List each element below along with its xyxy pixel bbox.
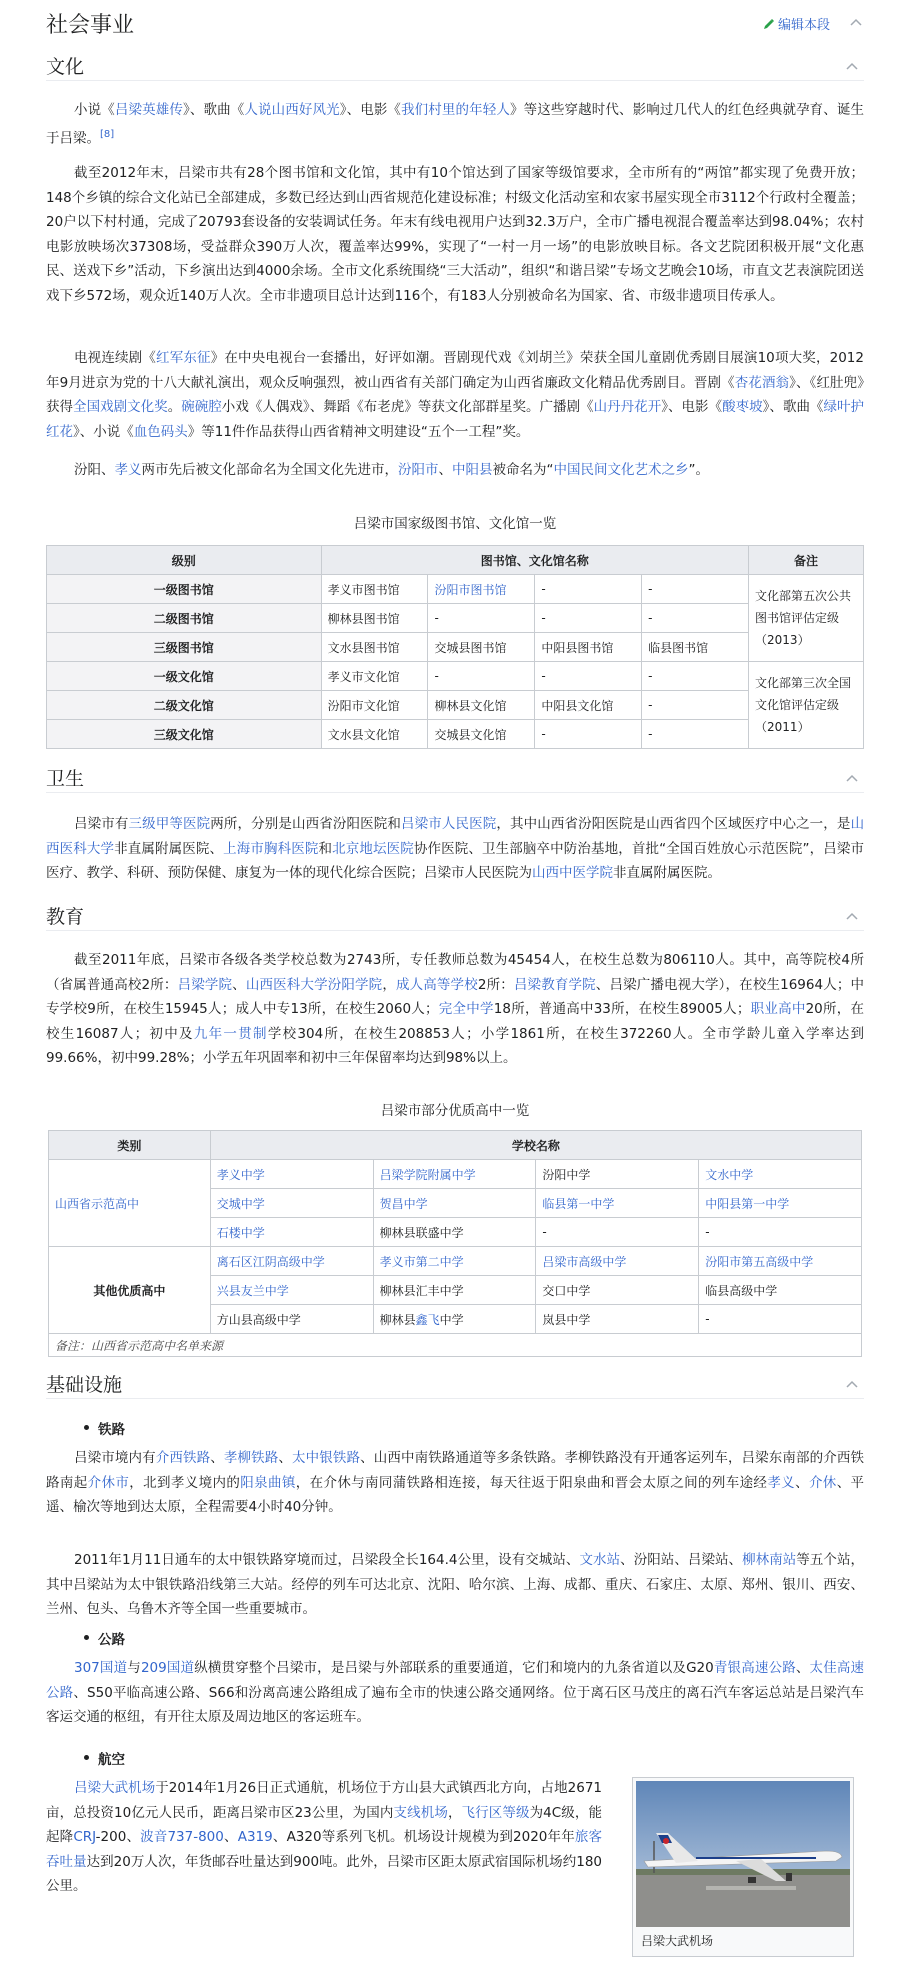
school-cell[interactable]: 孝义市第二中学 <box>373 1247 536 1276</box>
table-note: 文化部第三次全国文化馆评估定级（2011） <box>749 662 864 749</box>
pencil-icon <box>763 18 775 30</box>
rail-paragraph-2: 2011年1月11日通车的太中银铁路穿境而过，吕梁段全长164.4公里，设有交城站、文水站、汾阳站、吕梁站、柳林南站等五个站，其中吕梁站为太中银铁路沿线第三大站。经停的列车可达北京、沈阳、哈尔滨、上海、成都、重庆、石家庄、太原、郑州、银川、西安、兰州、包头、乌鲁木齐等全国一些重要城市。 <box>46 1552 864 1617</box>
table-cell: - <box>642 604 749 633</box>
column-header: 学校名称 <box>210 1131 861 1160</box>
row-header: 二级文化馆 <box>47 691 322 720</box>
road-subheading: 公路 <box>98 1628 125 1648</box>
table-row <box>49 1160 862 1189</box>
link-jiexiu[interactable]: 介休 <box>808 1474 837 1491</box>
school-cell: - <box>536 1218 699 1247</box>
health-collapse-icon[interactable] <box>844 770 860 786</box>
table-row <box>47 691 864 720</box>
table-row <box>47 633 864 662</box>
link-film[interactable]: 我们村里的年轻人 <box>401 102 511 118</box>
link-passenger-throughput[interactable]: 旅客吞吐量 <box>46 1829 603 1870</box>
school-cell: 岚县中学 <box>536 1305 699 1334</box>
culture-paragraph-3: 电视连续剧《红军东征》在中央电视台一套播出，好评如潮。晋剧现代戏《刘胡兰》荣获全国儿童剧优秀剧目展演10项大奖，2012年9月进京为党的十八大献礼演出，观众反响强烈，被山西省有关部门确定为山西省廉政文化精品优秀剧目。晋剧《杏花酒翁》、《红肚兜》获得全国戏剧文化奖。碗碗腔小戏《人偶戏》、舞蹈《布老虎》等获文化部群星奖。广播剧《山丹丹花开》、电影《酸枣坡》、歌曲《绿叶护红花》、小说《血色码头》等11件作品获得山西省精神文明建设“五个一工程”奖。 <box>46 350 865 440</box>
school-cell[interactable]: 汾阳市第五高级中学 <box>699 1247 862 1276</box>
table-cell: - <box>535 575 642 604</box>
airport-image-caption: 吕梁大武机场 <box>641 1934 714 1948</box>
education-heading: 教育 <box>46 906 85 928</box>
reference-link[interactable]: [8] <box>100 128 115 140</box>
link-aerodrome-code[interactable]: 飞行区等级 <box>461 1804 530 1821</box>
link-ditan[interactable]: 北京地坛医院 <box>332 840 414 857</box>
link-feeder-airport[interactable]: 支线机场 <box>393 1804 448 1821</box>
link-a319[interactable]: A319 <box>237 1829 273 1845</box>
table-cell: 柳林县图书馆 <box>321 604 428 633</box>
link-xiaoyi[interactable]: 孝义 <box>114 462 142 478</box>
collapse-chevron-icon[interactable] <box>848 14 864 30</box>
school-cell: 柳林县联盛中学 <box>373 1218 536 1247</box>
table-row <box>47 720 864 749</box>
culture-paragraph-4: 汾阳、孝义两市先后被文化部命名为全国文化先进市，汾阳市、中阳县被命名为“中国民间文化艺术之乡”。 <box>74 462 709 478</box>
school-cell: 汾阳中学 <box>536 1160 699 1189</box>
link-adult-college[interactable]: 成人高等学校 <box>395 976 478 993</box>
link-song[interactable]: 人说山西好风光 <box>244 102 340 118</box>
school-cell[interactable]: 兴县友兰中学 <box>210 1276 373 1305</box>
table-cell: 中阳县图书馆 <box>535 633 642 662</box>
education-heading-row <box>46 900 864 931</box>
table-cell: - <box>642 662 749 691</box>
table-cell: - <box>535 720 642 749</box>
school-cell: 柳林县鑫飞中学 <box>373 1305 536 1334</box>
row-header: 三级文化馆 <box>47 720 322 749</box>
column-header: 类别 <box>49 1131 211 1160</box>
link-wanwanqiang[interactable]: 碗碗腔 <box>181 399 222 415</box>
infra-heading: 基础设施 <box>46 1374 123 1396</box>
link-lvliang-university[interactable]: 吕梁学院 <box>177 976 233 993</box>
road-paragraph: 307国道与209国道纵横贯穿整个吕梁市，是吕梁与外部联系的重要通道，它们和境内的九条省道以及G20青银高速公路、太佳高速公路、S50平临高速公路、S66和汾离高速公路组成了遍布全市的快速公路交通网络。位于离石区马茂庄的离石汽车客运总站是吕梁汽车客运交通的枢纽，有开往太原及周边地区的客运班车。 <box>46 1660 865 1725</box>
table-note: 文化部第五次公共图书馆评估定级（2013） <box>749 575 864 662</box>
link-yangquanqu[interactable]: 阳泉曲镇 <box>240 1474 296 1491</box>
inline-link[interactable]: 鑫飞 <box>415 1312 440 1327</box>
school-cell: 柳林县汇丰中学 <box>373 1276 536 1305</box>
air-subheading: 航空 <box>98 1748 125 1768</box>
table-cell: 文水县文化馆 <box>321 720 428 749</box>
rail-subheading: 铁路 <box>98 1418 125 1438</box>
school-table-caption: 吕梁市部分优质高中一览 <box>380 1103 530 1119</box>
link-liulin-south[interactable]: 柳林南站 <box>742 1552 797 1568</box>
table-row <box>47 604 864 633</box>
table-cell: - <box>535 604 642 633</box>
table-footnote: 备注：山西省示范高中名单来源 <box>49 1334 862 1357</box>
culture-heading: 文化 <box>46 56 85 78</box>
link-qingyin-expressway[interactable]: 青银高速公路 <box>713 1660 796 1676</box>
link-wenshui-station[interactable]: 文水站 <box>579 1552 621 1568</box>
link-boeing-737[interactable]: 波音737-800 <box>140 1829 224 1845</box>
link-taizhongyin-rail[interactable]: 太中银铁路 <box>292 1450 361 1466</box>
link-tcm-college[interactable]: 山西中医学院 <box>532 865 613 881</box>
table-cell: 柳林县文化馆 <box>428 691 535 720</box>
link-jiexi-rail[interactable]: 介西铁路 <box>155 1450 211 1466</box>
link-folk-art[interactable]: 中国民间文化艺术之乡 <box>553 462 689 478</box>
culture-heading-row <box>46 50 864 81</box>
table-cell: 交城县图书馆 <box>428 633 535 662</box>
link-novel[interactable]: 吕梁英雄传 <box>114 102 183 118</box>
table-cell: 汾阳市文化馆 <box>321 691 428 720</box>
health-paragraph: 吕梁市有三级甲等医院两所，分别是山西省汾阳医院和吕梁市人民医院，其中山西省汾阳医院是山西省四个区域医疗中心之一，是山西医科大学非直属附属医院、上海市胸科医院和北京地坛医院协作医院、卫生部脑卒中防治基地，首批“全国百姓放心示范医院”，吕梁市医疗、教学、科研、预防保健、康复为一体的现代化综合医院；吕梁市人民医院为山西中医学院非直属附属医院。 <box>46 816 865 881</box>
table-cell: - <box>642 575 749 604</box>
table-cell: - <box>535 662 642 691</box>
link-drama-award[interactable]: 全国戏剧文化奖 <box>73 399 168 415</box>
group-header-demo[interactable]: 山西省示范高中 <box>49 1160 211 1247</box>
link-nine-year[interactable]: 九年一贯制 <box>193 1025 268 1042</box>
education-collapse-icon[interactable] <box>844 908 860 924</box>
link-shanghai-chest[interactable]: 上海市胸科医院 <box>223 840 319 857</box>
school-cell: - <box>699 1305 862 1334</box>
group-header-other: 其他优质高中 <box>49 1247 211 1334</box>
link-shanxi-medical[interactable]: 山西医科大学 <box>46 816 865 857</box>
link-vocational[interactable]: 职业高中 <box>750 1001 806 1017</box>
link-taijia-expressway[interactable]: 太佳高速公路 <box>46 1660 865 1701</box>
link-crj[interactable]: CRJ <box>73 1829 96 1845</box>
column-header: 备注 <box>749 546 864 575</box>
school-cell[interactable]: 文水中学 <box>699 1160 862 1189</box>
table-cell: - <box>642 720 749 749</box>
table-cell: 孝义市文化馆 <box>321 662 428 691</box>
link-zhongyang[interactable]: 中阳县 <box>452 462 493 478</box>
link-lvliang-hospital[interactable]: 吕梁市人民医院 <box>400 816 497 832</box>
school-cell[interactable]: 孝义中学 <box>210 1160 373 1189</box>
table-cell-link[interactable]: 汾阳市图书馆 <box>428 575 535 604</box>
school-cell[interactable]: 离石区江阴高级中学 <box>210 1247 373 1276</box>
link-xiaoyi-2[interactable]: 孝义 <box>767 1474 796 1491</box>
table-cell: 临县图书馆 <box>642 633 749 662</box>
school-cell: - <box>699 1218 862 1247</box>
education-paragraph: 截至2011年底，吕梁市各级各类学校总数为2743所，专任教师总数为45454人，在校生总数为806110人。其中，高等院校4所（省属普通高校2所：吕梁学院、山西医科大学汾阳学院，成人高等学校2所：吕梁教育学院、吕梁广播电视大学），在校生16964人；中专学校9所，在校生15945人；成人中专13所，在校生2060人；完全中学18所，普通高中33所，在校生89005人；职业高中20所，在校生16087人；初中及九年一贯制学校304所，在校生208853人；小学1861所，在校生372260人。全市学龄儿童入学率达到99.66%，初中99.28%；小学五年巩固率和初中三年保留率均达到98%以上。 <box>46 952 865 1066</box>
table-cell: 文水县图书馆 <box>321 633 428 662</box>
section-header <box>46 6 864 40</box>
culture-paragraph-2: 截至2012年末，吕梁市共有28个图书馆和文化馆，其中有10个馆达到了国家等级馆要求，全市所有的“两馆”都实现了免费开放；148个乡镇的综合文化站已全部建成，多数已经达到山西省规范化建设标准；村级文化活动室和农家书屋实现全市3112个行政村全覆盖；20户以下村村通，完成了20793套设备的安装调试任务。年末有线电视用户达到32.3万户，全市广播电视混合覆盖率达到98.04%；农村电影放映场次37308场，受益群众390万人次，覆盖率达99%，实现了“一村一月一场”的电影放映目标。各文艺院团积极开展“文化惠民、送戏下乡”活动，下乡演出达到4000余场。全市文化系统围绕“三大活动”，组织“和谐吕梁”专场文艺晚会10场，市直文艺表演院团送戏下乡572场，观众近140万人次。全市非遗项目总计达到116个，有183人分别被命名为国家、省、市级非遗项目传承人。 <box>46 165 864 304</box>
column-header: 图书馆、文化馆名称 <box>321 546 748 575</box>
link-shandandan[interactable]: 山丹丹花开 <box>593 399 662 415</box>
school-cell: 临县高级中学 <box>699 1276 862 1305</box>
infra-collapse-icon[interactable] <box>844 1376 860 1392</box>
health-heading-row <box>46 762 864 793</box>
link-xiaoliu-rail[interactable]: 孝柳铁路 <box>223 1450 279 1466</box>
school-cell[interactable]: 中阳县第一中学 <box>699 1189 862 1218</box>
table-cell: - <box>428 662 535 691</box>
link-g307[interactable]: 307国道 <box>74 1660 128 1676</box>
link-fenyang[interactable]: 汾阳市 <box>398 462 439 478</box>
link-red-army[interactable]: 红军东征 <box>156 350 211 366</box>
school-cell: 交口中学 <box>536 1276 699 1305</box>
table-cell: 交城县文化馆 <box>428 720 535 749</box>
link-fenyang-college[interactable]: 山西医科大学汾阳学院 <box>245 976 383 993</box>
library-table-caption: 吕梁市国家级图书馆、文化馆一览 <box>353 516 557 532</box>
school-cell[interactable]: 吕梁市高级中学 <box>536 1247 699 1276</box>
air-paragraph: 吕梁大武机场于2014年1月26日正式通航，机场位于方山县大武镇西北方向，占地2671亩，总投资10亿元人民币，距离吕梁市区23公里，为国内支线机场，飞行区等级为4C级，能起降CRJ-200、波音737-800、A319、A320等系列飞机。机场设计规模为到2020年年旅客吞吐量达到20万人次，年货邮吞吐量达到900吨。此外，吕梁市区距太原武宿国际机场约180公里。 <box>46 1780 603 1894</box>
school-cell: 方山县高级中学 <box>210 1305 373 1334</box>
school-table <box>48 1130 862 1357</box>
culture-collapse-icon[interactable] <box>844 58 860 74</box>
table-cell: 孝义市图书馆 <box>321 575 428 604</box>
link-g209[interactable]: 209国道 <box>140 1660 195 1676</box>
section-title: 社会事业 <box>46 13 135 38</box>
airport-image-box[interactable] <box>632 1777 854 1957</box>
link-complete-middle[interactable]: 完全中学 <box>438 1001 494 1017</box>
school-cell[interactable]: 贺昌中学 <box>373 1189 536 1218</box>
school-cell[interactable]: 石楼中学 <box>210 1218 373 1247</box>
link-suanzaopo[interactable]: 酸枣坡 <box>722 399 763 415</box>
column-header: 级别 <box>47 546 322 575</box>
link-dawu-airport[interactable]: 吕梁大武机场 <box>74 1780 156 1796</box>
table-cell: - <box>428 604 535 633</box>
school-cell[interactable]: 交城中学 <box>210 1189 373 1218</box>
row-header: 一级图书馆 <box>47 575 322 604</box>
edit-section-button[interactable] <box>763 14 830 33</box>
library-table <box>46 545 864 749</box>
link-lvye[interactable]: 绿叶护红花 <box>46 399 865 440</box>
row-header: 一级文化馆 <box>47 662 322 691</box>
link-education-college[interactable]: 吕梁教育学院 <box>513 976 596 993</box>
table-row <box>47 575 864 604</box>
table-row <box>49 1247 862 1276</box>
infra-heading-row <box>46 1368 864 1399</box>
health-heading: 卫生 <box>46 768 85 790</box>
rail-paragraph-1: 吕梁市境内有介西铁路、孝柳铁路、太中银铁路、山西中南铁路通道等多条铁路。孝柳铁路没有开通客运列车，吕梁东南部的介西铁路南起介休市，北到孝义境内的阳泉曲镇，在介休与南同蒲铁路相连接，每天往返于阳泉曲和晋会太原之间的列车途经孝义、介休、平遥、榆次等地到达太原，全程需要4小时40分钟。 <box>46 1450 865 1515</box>
table-cell: - <box>642 691 749 720</box>
row-header: 二级图书馆 <box>47 604 322 633</box>
edit-section-label: 编辑本段 <box>777 18 830 33</box>
link-xinghua[interactable]: 杏花酒翁 <box>734 374 790 391</box>
school-cell[interactable]: 吕梁学院附属中学 <box>373 1160 536 1189</box>
link-xuese[interactable]: 血色码头 <box>133 423 188 440</box>
culture-paragraph-1: 小说《吕梁英雄传》、歌曲《人说山西好风光》、电影《我们村里的年轻人》等这些穿越时代、影响过几代人的红色经典就孕育、诞生于吕梁。[8] <box>46 102 865 146</box>
link-grade-a[interactable]: 三级甲等医院 <box>128 816 211 832</box>
table-row <box>47 662 864 691</box>
table-cell: 中阳县文化馆 <box>535 691 642 720</box>
link-jiexiu-city[interactable]: 介休市 <box>87 1474 130 1491</box>
school-cell[interactable]: 临县第一中学 <box>536 1189 699 1218</box>
row-header: 三级图书馆 <box>47 633 322 662</box>
airport-photo[interactable] <box>636 1781 850 1927</box>
